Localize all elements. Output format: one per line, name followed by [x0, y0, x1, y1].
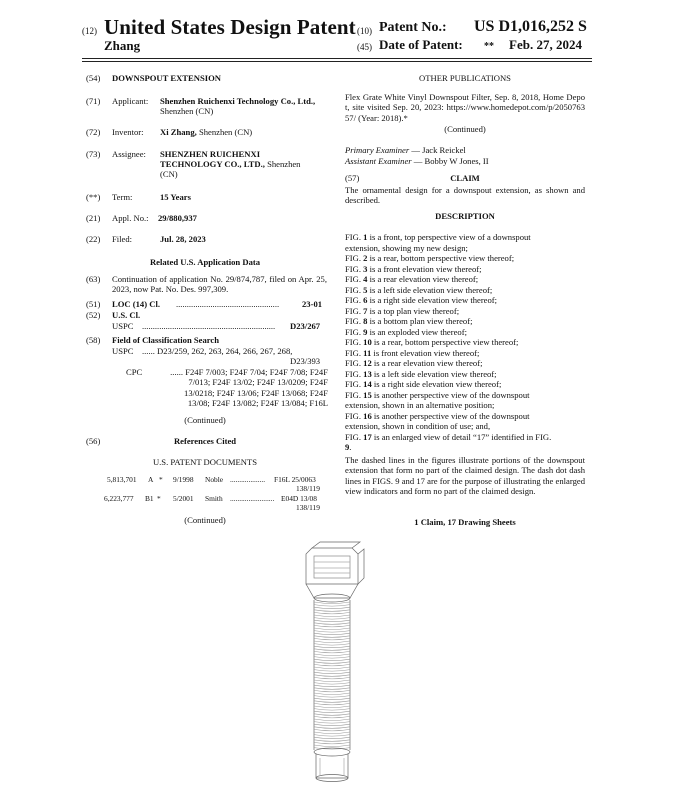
ref-number: 5,813,701	[107, 475, 137, 484]
ref-class-2: 138/119	[296, 503, 320, 512]
hose-rib	[314, 680, 350, 682]
hose-rib	[314, 727, 350, 729]
hose-rib	[314, 612, 350, 614]
inventor-block	[160, 127, 252, 137]
loc-dots: ................................................	[176, 299, 280, 309]
fig-prefix: FIG.	[345, 274, 364, 284]
inventor-surname: Zhang	[104, 38, 141, 53]
hose-rib	[314, 651, 350, 653]
field-search-label: Field of Classification Search	[112, 335, 220, 345]
ref-class: E04D 13/08	[281, 494, 317, 503]
fig-text: is a rear elevation view thereof;	[367, 274, 479, 284]
figure-description-line	[345, 295, 585, 306]
figure-description-line	[345, 243, 585, 254]
figure-description-line	[345, 253, 585, 264]
hose-rib	[314, 740, 350, 742]
other-publications-text: Flex Grate White Vinyl Downspout Filter, Sep. 8, 2018, Home Depot, site visited Sep. 20, 2023: https://www.homedepot.com/p/205076357/ (Year: 2018).*	[345, 92, 585, 123]
date-of-patent-label: Date of Patent:	[379, 37, 463, 52]
continued-1: (Continued)	[184, 415, 226, 425]
fig-text: is a front, top perspective view of a downspout	[367, 232, 531, 242]
hose-rib	[314, 615, 350, 617]
hose-rib	[314, 711, 350, 713]
figure-description-line	[345, 421, 585, 432]
claim-heading: CLAIM	[450, 173, 480, 183]
design-title: DOWNSPOUT EXTENSION	[112, 73, 221, 83]
hose-rib	[314, 631, 350, 633]
cpc-line: 7/013; F24F 13/02; F24F 13/0209; F24F	[188, 377, 328, 388]
figure-description-line	[345, 285, 585, 296]
code-22: (22)	[86, 234, 101, 244]
fig-text: extension, shown in an alternative position;	[345, 400, 495, 410]
assistant-examiner-name: — Bobby W Jones, II	[413, 156, 489, 166]
field-uspc-label: USPC	[112, 346, 134, 356]
fig-prefix: FIG.	[345, 410, 364, 421]
primary-examiner-name: — Jack Reickel	[411, 145, 466, 155]
code-56: (56)	[86, 436, 101, 446]
fig-text: is a rear elevation view thereof;	[371, 358, 483, 368]
claims-summary: 1 Claim, 17 Drawing Sheets	[414, 517, 516, 527]
ref-dots: ...................	[230, 475, 266, 484]
fig-prefix: FIG.	[345, 326, 364, 337]
ref-star: *	[159, 475, 163, 484]
fig-number: 8	[363, 316, 368, 326]
hose-rib	[314, 659, 350, 661]
related-heading: Related U.S. Application Data	[149, 257, 261, 267]
hose-rib	[314, 745, 350, 747]
hose-rib	[314, 724, 350, 726]
hose-rib	[314, 646, 350, 648]
hose-rib	[314, 633, 350, 635]
ref-name: Noble	[205, 475, 224, 484]
hose-rib	[314, 742, 350, 744]
fig-text: extension, shown in condition of use; and,	[345, 421, 491, 431]
fig-number: 10	[363, 337, 372, 347]
fig-text: is an enlarged view of detail “17” identified in FIG.	[371, 431, 552, 442]
filed-value: Jul. 28, 2023	[160, 234, 206, 244]
hose-rib	[314, 729, 350, 731]
dashed-lines-note: The dashed lines in the figures illustrate portions of the downspout extension that form no part of the claimed design. The dash dot dash lines in FIGS. 9 and 17 are for the purpose of illustrating the enlarged view indicators and form no part of the claimed design.	[345, 455, 585, 497]
figure-description-line	[345, 327, 585, 338]
assistant-examiner-label: Assistant Examiner	[345, 156, 412, 166]
hose-rib	[314, 693, 350, 695]
figure-description-line	[345, 411, 585, 422]
hose-rib	[314, 672, 350, 674]
uspc-dots: ..............................................................	[142, 321, 276, 331]
hose-rib	[314, 628, 350, 630]
fig-text: is a rear, bottom perspective view thereof;	[371, 337, 519, 347]
applicant-label: Applicant:	[112, 96, 149, 106]
hose-rib	[314, 636, 350, 638]
us-patent-docs-heading: U.S. PATENT DOCUMENTS	[152, 457, 258, 467]
appl-no-value: 29/880,937	[158, 213, 197, 223]
figure-description-line	[345, 306, 585, 317]
fig-prefix: FIG.	[345, 347, 364, 358]
hose-rib	[314, 654, 350, 656]
ref-class: F16L 25/0063	[274, 475, 316, 484]
inventor-name: Xi Zhang,	[160, 127, 197, 137]
code-term: (**)	[86, 192, 101, 202]
header-rule-1	[82, 58, 592, 59]
hose-rib	[314, 698, 350, 700]
fig-prefix: FIG.	[345, 253, 364, 263]
hose-rib	[314, 670, 350, 672]
cpc-lines	[144, 367, 328, 409]
document-title: United States Design Patent	[104, 15, 356, 39]
fig-number: 2	[363, 253, 368, 263]
code-12: (12)	[82, 26, 97, 36]
fig-prefix: FIG.	[345, 389, 364, 400]
code-51: (51)	[86, 299, 101, 309]
continuation-text: Continuation of application No. 29/874,787, filed on Apr. 25, 2023, now Pat. No. Des. 997,309.	[112, 274, 327, 295]
field-uspc-text-2: D23/393	[290, 356, 321, 366]
applicant-block	[160, 96, 328, 117]
fig-number: 6	[363, 295, 368, 305]
hose-rib	[314, 664, 350, 666]
hose-rib	[314, 644, 350, 646]
hose-rib	[314, 688, 350, 690]
fig-text: is an exploded view thereof;	[367, 326, 467, 337]
hose-rib	[314, 683, 350, 685]
hose-rib	[314, 703, 350, 705]
hose-rib	[314, 716, 350, 718]
figure-description-line	[345, 369, 585, 380]
continued-3: (Continued)	[444, 124, 486, 134]
ref-kind: A	[148, 475, 154, 484]
fig-text: is a right side elevation view thereof;	[367, 295, 498, 305]
hose-rib	[314, 706, 350, 708]
fig-number: 13	[363, 368, 372, 379]
hose-rib	[314, 657, 350, 659]
uspc-value: D23/267	[290, 321, 321, 331]
code-58: (58)	[86, 335, 101, 345]
header-rule-2	[82, 61, 592, 62]
fig-prefix: FIG.	[345, 232, 364, 242]
assignee-name-line-2: TECHNOLOGY CO., LTD.,	[160, 159, 265, 169]
hose-rib	[314, 610, 350, 612]
hose-rib	[314, 605, 350, 607]
ref-name: Smith	[205, 494, 223, 503]
code-10: (10)	[357, 26, 372, 36]
assignee-name-line-1: SHENZHEN RUICHENXI	[160, 149, 261, 159]
claim-text: The ornamental design for a downspout extension, as shown and described.	[345, 185, 585, 206]
inventor-location: Shenzhen (CN)	[198, 127, 253, 137]
continued-2: (Continued)	[184, 515, 226, 525]
applicant-location: Shenzhen (CN)	[160, 106, 214, 117]
fig-prefix: FIG.	[345, 431, 364, 442]
fig-text: is a top plan view thereof;	[367, 305, 460, 316]
hose-rib	[314, 618, 350, 620]
code-45: (45)	[357, 42, 372, 52]
fig-number: 1	[363, 232, 368, 242]
fig-prefix: FIG.	[345, 263, 364, 274]
fig-text: is a left side elevation view thereof;	[371, 368, 497, 379]
inventor-label: Inventor:	[112, 127, 144, 137]
fig-text: is another perspective view of the downspout	[371, 389, 530, 400]
hose-rib	[314, 620, 350, 622]
hose-rib	[314, 709, 350, 711]
ref-date: 5/2001	[173, 494, 194, 503]
fig-text: .	[349, 442, 352, 452]
figure-description-line	[345, 274, 585, 285]
loc-value: 23-01	[302, 299, 323, 309]
fig-number: 3	[363, 263, 368, 274]
cpc-label: CPC	[126, 367, 143, 377]
us-cl-label: U.S. Cl.	[112, 310, 141, 320]
figure-description-line	[345, 348, 585, 359]
hose-rib	[314, 719, 350, 721]
hose-rib	[314, 701, 350, 703]
figure-description-line	[345, 358, 585, 369]
fig-number: 5	[363, 284, 368, 295]
hose-rib	[314, 667, 350, 669]
figure-description-line	[345, 400, 585, 411]
other-publications-heading: OTHER PUBLICATIONS	[419, 73, 511, 83]
hose-rib	[314, 623, 350, 625]
figure-description-line	[345, 442, 585, 453]
assistant-examiner	[345, 156, 489, 166]
hose-rib	[314, 607, 350, 609]
ref-date: 9/1998	[173, 475, 194, 484]
field-uspc-text: ...... D23/259, 262, 263, 264, 266, 267, 268,	[142, 346, 293, 356]
hose-rib	[314, 732, 350, 734]
filed-label: Filed:	[112, 234, 133, 244]
fig-number: 9	[345, 442, 350, 452]
hose-rib	[314, 696, 350, 698]
assignee-location-1: Shenzhen	[267, 159, 301, 169]
hose-rib	[314, 714, 350, 716]
fig-number: 4	[363, 274, 368, 284]
fig-prefix: FIG.	[345, 358, 364, 368]
hose-rib	[314, 677, 350, 679]
ref-class-2: 138/119	[296, 484, 320, 493]
fig-number: 7	[363, 305, 368, 316]
fig-text: is a left side elevation view thereof;	[367, 284, 493, 295]
fig-number: 11	[363, 347, 372, 358]
hose-rib	[314, 662, 350, 664]
hose-rib	[314, 722, 350, 724]
fig-prefix: FIG.	[345, 316, 364, 326]
cpc-line: 13/08; F24F 13/082; F24F 13/084; F16L	[187, 398, 328, 409]
figure-descriptions	[345, 232, 585, 453]
assignee-line-2	[160, 159, 300, 169]
fig-number: 12	[363, 358, 372, 368]
figure-description-line	[345, 432, 585, 443]
figure-description-line	[345, 264, 585, 275]
assignee-label: Assignee:	[112, 149, 146, 159]
ref-number: 6,223,777	[104, 494, 134, 503]
ref-star: *	[157, 494, 161, 503]
fig-text: is front elevation view thereof;	[371, 347, 480, 358]
fig-prefix: FIG.	[345, 337, 364, 347]
cpc-line: ...... F24F 7/003; F24F 7/04; F24F 7/08; F24F	[170, 367, 328, 377]
ref-kind: B1	[145, 494, 154, 503]
date-of-patent: Feb. 27, 2024	[509, 37, 582, 52]
applicant-name: Shenzhen Ruichenxi Technology Co., Ltd.,	[160, 96, 316, 106]
hose-rib	[314, 638, 350, 640]
fig-prefix: FIG.	[345, 295, 364, 305]
loc-label: LOC (14) Cl.	[112, 299, 160, 309]
references-heading: References Cited	[173, 436, 237, 446]
hose-rib	[314, 649, 350, 651]
ref-dots: ........................	[230, 494, 275, 503]
fig-prefix: FIG.	[345, 284, 364, 295]
patent-number: US D1,016,252 S	[474, 18, 587, 35]
fig-text: is a front elevation view thereof;	[367, 263, 482, 274]
code-73: (73)	[86, 149, 101, 159]
hose-rib	[314, 737, 350, 739]
fig-number: 17	[363, 431, 372, 442]
fig-text: extension, showing my new design;	[345, 242, 468, 253]
date-stars: **	[484, 41, 494, 52]
fig-text: is a right side elevation view thereof;	[371, 379, 502, 389]
hose-rib	[314, 690, 350, 692]
fig-prefix: FIG.	[345, 305, 364, 316]
fig-prefix: FIG.	[345, 368, 364, 379]
code-21: (21)	[86, 213, 101, 223]
code-72: (72)	[86, 127, 101, 137]
appl-no-label: Appl. No.:	[112, 213, 149, 223]
code-63: (63)	[86, 274, 101, 284]
downspout-extension-drawing	[292, 540, 372, 786]
primary-examiner-label: Primary Examiner	[345, 145, 410, 155]
fig-text: is another perspective view of the downspout	[371, 410, 530, 421]
fig-number: 9	[363, 326, 368, 337]
term-value: 15 Years	[160, 192, 191, 202]
hose-rib	[314, 625, 350, 627]
patent-no-label: Patent No.:	[379, 20, 447, 35]
code-71: (71)	[86, 96, 101, 106]
fig-number: 14	[363, 379, 372, 389]
assignee-location-2: (CN)	[160, 169, 178, 179]
primary-examiner	[345, 145, 466, 155]
hose-rib	[314, 641, 350, 643]
figure-description-line	[345, 337, 585, 348]
fig-text: is a bottom plan view thereof;	[367, 316, 473, 326]
figure-description-line	[345, 390, 585, 401]
fig-text: is a rear, bottom perspective view thereof;	[367, 253, 515, 263]
term-label: Term:	[112, 192, 133, 202]
code-54: (54)	[86, 73, 101, 83]
figure-description-line	[345, 379, 585, 390]
fig-prefix: FIG.	[345, 379, 364, 389]
fig-number: 16	[363, 410, 372, 421]
fig-number: 15	[363, 389, 372, 400]
figure-description-line	[345, 316, 585, 327]
hose-rib	[314, 685, 350, 687]
figure-description-line	[345, 232, 585, 243]
cpc-line: 13/0218; F24F 13/06; F24F 13/068; F24F	[184, 387, 328, 398]
code-52: (52)	[86, 310, 101, 320]
hose-rib	[314, 735, 350, 737]
description-heading: DESCRIPTION	[435, 211, 495, 221]
hose-rib	[314, 675, 350, 677]
code-57: (57)	[345, 173, 360, 183]
uspc-label: USPC	[112, 321, 134, 331]
